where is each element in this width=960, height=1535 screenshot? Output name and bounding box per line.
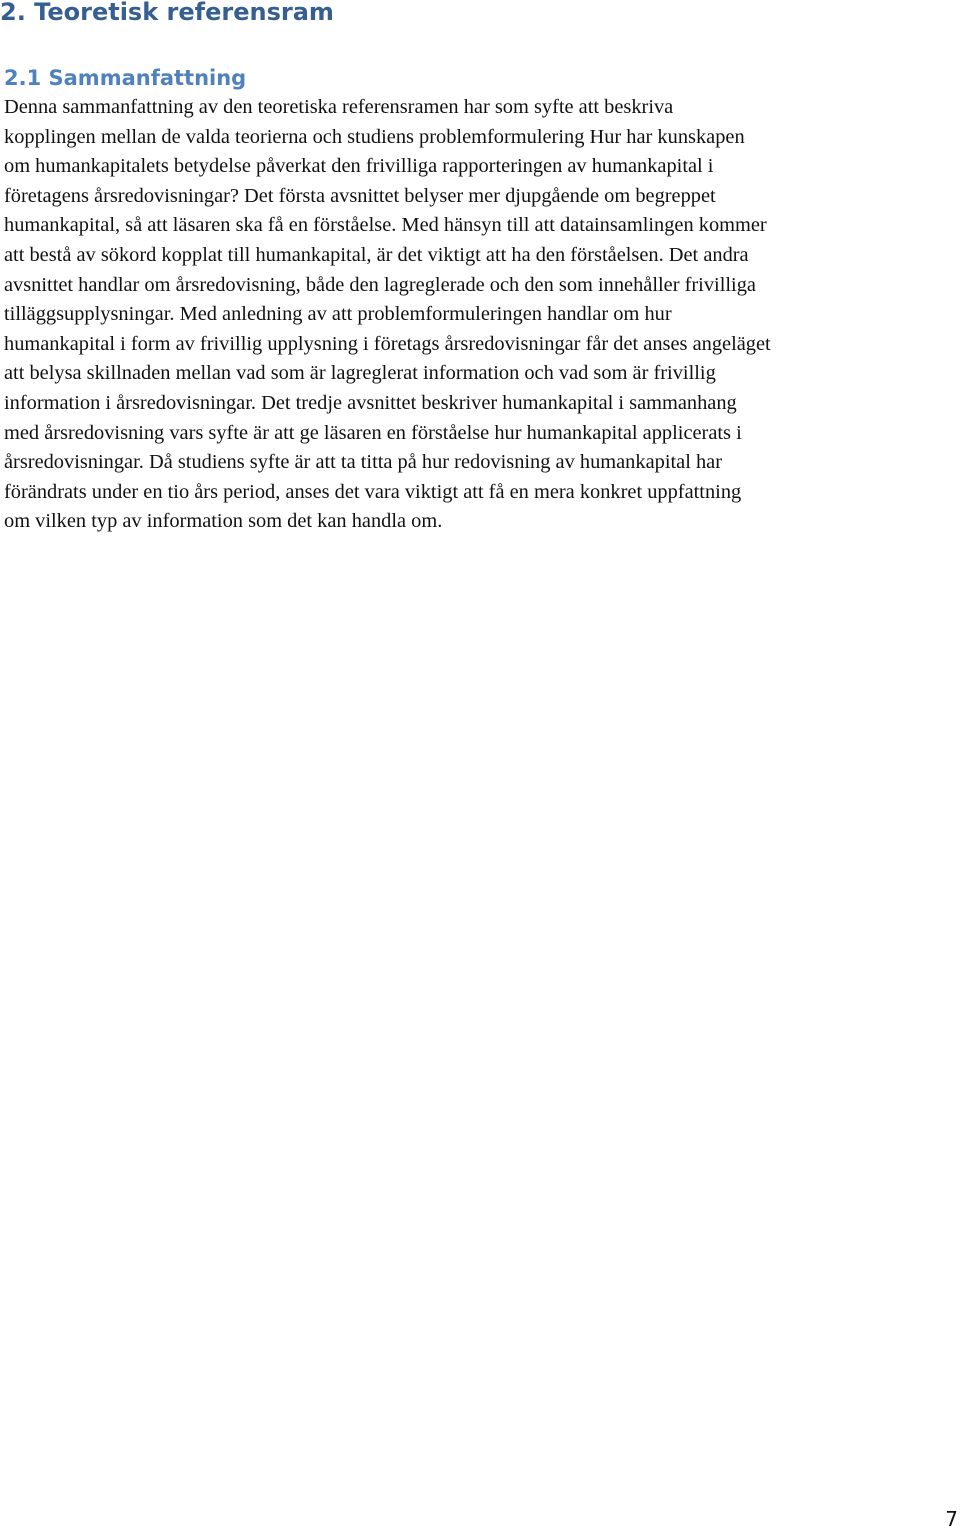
chapter-heading: 2. Teoretisk referensram bbox=[0, 0, 334, 26]
paragraph-line: att belysa skillnaden mellan vad som är lagreglerat information och vad som är frivillig bbox=[4, 362, 716, 385]
section-heading: 2.1 Sammanfattning bbox=[4, 66, 247, 90]
paragraph-line: humankapital, så att läsaren ska få en förståelse. Med hänsyn till att datainsamlingen kommer bbox=[4, 214, 767, 237]
paragraph-line: med årsredovisning vars syfte är att ge läsaren en förståelse hur humankapital applicerats i bbox=[4, 421, 742, 444]
body-paragraph bbox=[4, 93, 958, 537]
paragraph-line: kopplingen mellan de valda teorierna och studiens problemformulering Hur har kunskapen bbox=[4, 125, 745, 148]
paragraph-line: att bestå av sökord kopplat till humankapital, är det viktigt att ha den förståelsen. Det andra bbox=[4, 243, 749, 266]
paragraph-line: Denna sammanfattning av den teoretiska referensramen har som syfte att beskriva bbox=[4, 96, 674, 118]
paragraph-line: förändrats under en tio års period, anses det vara viktigt att få en mera konkret uppfattning bbox=[4, 480, 742, 503]
paragraph-line: årsredovisningar. Då studiens syfte är att ta titta på hur redovisning av humankapital har bbox=[4, 451, 723, 474]
paragraph-line: företagens årsredovisningar? Det första avsnittet belyser mer djupgående om begreppet bbox=[4, 184, 716, 207]
paragraph-line: avsnittet handlar om årsredovisning, både den lagreglerade och den som innehåller frivilliga bbox=[4, 273, 756, 296]
paragraph-line: information i årsredovisningar. Det tredje avsnittet beskriver humankapital i sammanhang bbox=[4, 391, 737, 414]
page-number: 7 bbox=[945, 1507, 958, 1531]
paragraph-line: humankapital i form av frivillig upplysning i företags årsredovisningar får det anses angeläget bbox=[4, 332, 771, 355]
paragraph-line: om humankapitalets betydelse påverkat den frivilliga rapporteringen av humankapital i bbox=[4, 155, 714, 178]
paragraph-line: om vilken typ av information som det kan handla om. bbox=[4, 510, 443, 533]
paragraph-line: tilläggsupplysningar. Med anledning av att problemformuleringen handlar om hur bbox=[4, 303, 672, 326]
